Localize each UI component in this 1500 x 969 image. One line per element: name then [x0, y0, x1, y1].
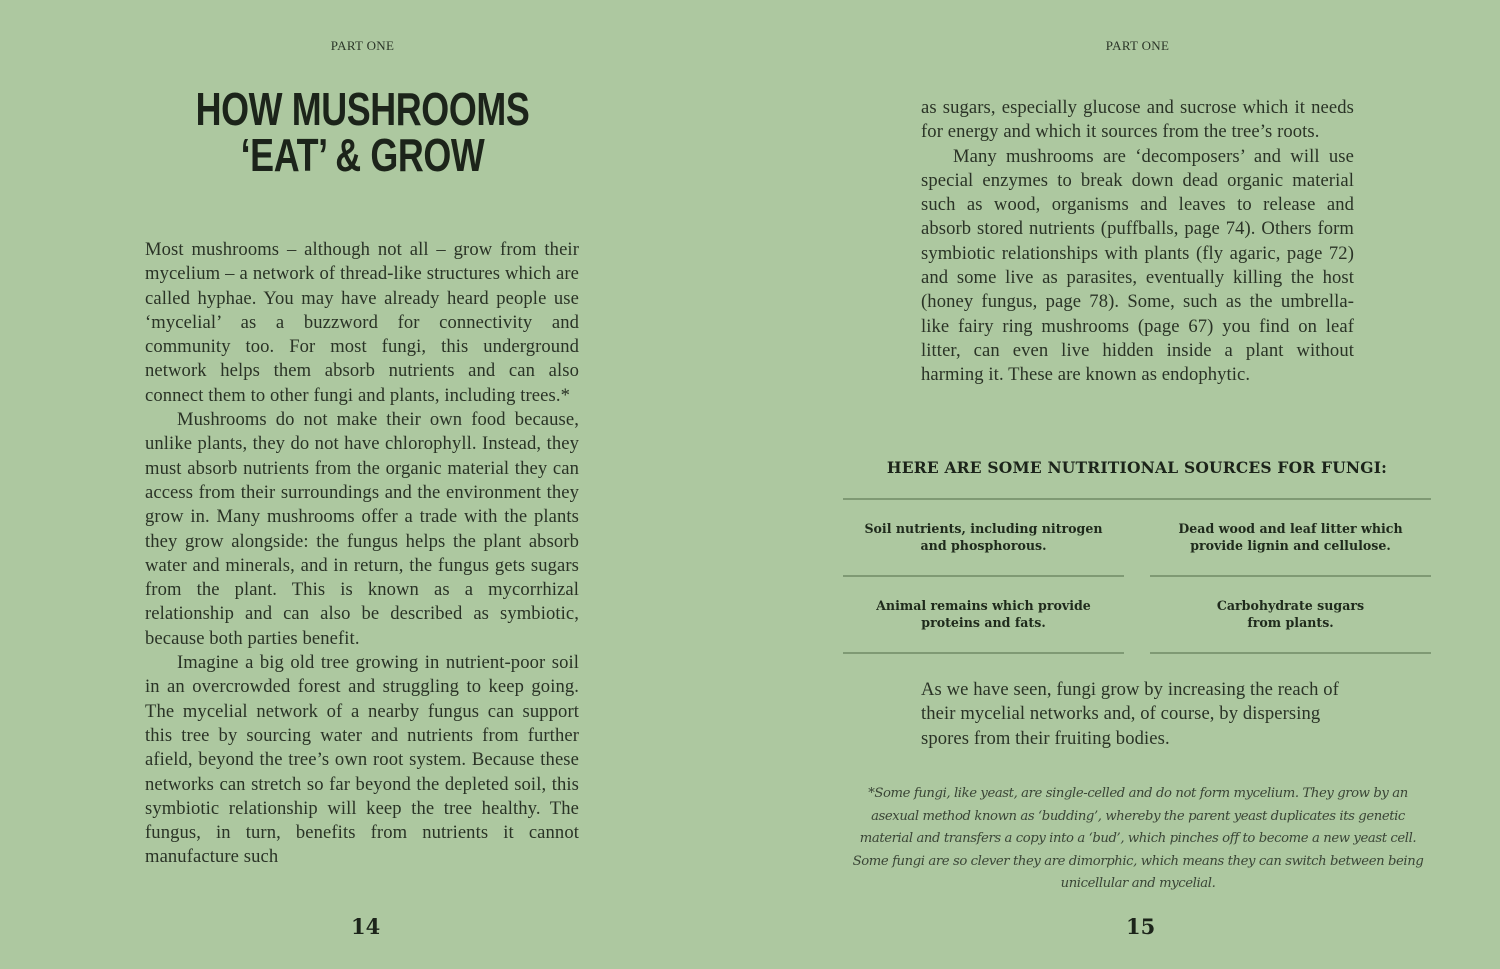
closing-paragraph: As we have seen, fungi grow by increasing the reach of their mycelial networks and, of course, by dispersing spores from their fruiting bodies.	[921, 679, 1339, 749]
divider	[1150, 575, 1431, 577]
paragraph: Imagine a big old tree growing in nutrient-poor soil in an overcrowded forest and struggling to keep going. The mycelial network of a nearby fungus can support this tree by sourcing water and nutrients from further afield, beyond the tree’s own root system. Because these networks can stretch so far beyond the depleted soil, this symbiotic relationship will keep the tree healthy. The fungus, in turn, benefits from nutrients it cannot manufacture such	[145, 652, 579, 868]
right-page	[750, 0, 1500, 969]
footnote: *Some fungi, like yeast, are single-celled and do not form mycelium. They grow by an asexual method known as ‘budding’, whereby the parent yeast duplicates its genetic material and transfers a copy into a ‘bud’, which pinches off to become a new yeast cell. Some fungi are so clever they are dimorphic, which means they can switch between being unicellular and mycelial.	[852, 786, 1424, 891]
chapter-title	[193, 83, 532, 181]
source-item	[1150, 521, 1431, 554]
source-item	[843, 521, 1124, 554]
page-number: 15	[1126, 914, 1156, 939]
divider	[843, 575, 1124, 577]
paragraph: Most mushrooms – although not all – grow from their mycelium – a network of thread-like structures which are called hyphae. You may have already heard people use ‘mycelial’ as a buzzword for connectivity and community too. For most fungi, this underground network helps them absorb nutrients and can also connect them to other fungi and plants, including trees.*	[145, 239, 579, 406]
title-line-1: HOW MUSHROOMS	[195, 83, 530, 135]
paragraph: Many mushrooms are ‘decomposers’ and will use special enzymes to break down dead organic material such as wood, organisms and leaves to release and absorb stored nutrients (puffballs, page 74). Others form symbiotic relationships with plants (fly agaric, page 72) and some live as parasites, eventually killing the host (honey fungus, page 78). Some, such as the umbrella-like fairy ring mushrooms (page 67) you find on leaf litter, can even live hidden inside a plant without harming it. These are known as endophytic.	[921, 145, 1354, 386]
source-line: proteins and fats.	[921, 614, 1046, 630]
source-item	[843, 598, 1124, 631]
divider	[1150, 652, 1431, 654]
sources-heading: HERE ARE SOME NUTRITIONAL SOURCES FOR FUNGI:	[886, 458, 1388, 477]
page-number: 14	[351, 914, 381, 939]
body-text	[921, 96, 1354, 388]
source-line: Soil nutrients, including nitrogen	[864, 521, 1103, 536]
source-line: Dead wood and leaf litter which	[1178, 521, 1403, 536]
running-head: PART ONE	[1105, 38, 1170, 53]
title-line-2: ‘EAT’ & GROW	[240, 129, 485, 181]
source-line: Carbohydrate sugars	[1216, 598, 1365, 613]
source-line: provide lignin and cellulose.	[1190, 537, 1391, 553]
source-line: from plants.	[1247, 614, 1334, 630]
divider	[843, 498, 1431, 500]
source-line: Animal remains which provide	[876, 598, 1091, 613]
running-head: PART ONE	[330, 38, 395, 53]
paragraph: as sugars, especially glucose and sucrose which it needs for energy and which it sources from the tree’s roots.	[921, 97, 1354, 143]
paragraph: Mushrooms do not make their own food because, unlike plants, they do not have chlorophyll. Instead, they must absorb nutrients from the organic material they can access from their surroundings and the environment they grow in. Many mushrooms offer a trade with the plants they grow alongside: the fungus helps the plant absorb water and minerals, and in return, the fungus gets sugars from the plant. This is known as a mycorrhizal relationship and can also be described as symbiotic, because both parties benefit.	[145, 409, 579, 649]
source-line: and phosphorous.	[920, 537, 1047, 553]
divider	[843, 652, 1124, 654]
source-item	[1150, 598, 1431, 631]
body-text	[145, 238, 579, 870]
